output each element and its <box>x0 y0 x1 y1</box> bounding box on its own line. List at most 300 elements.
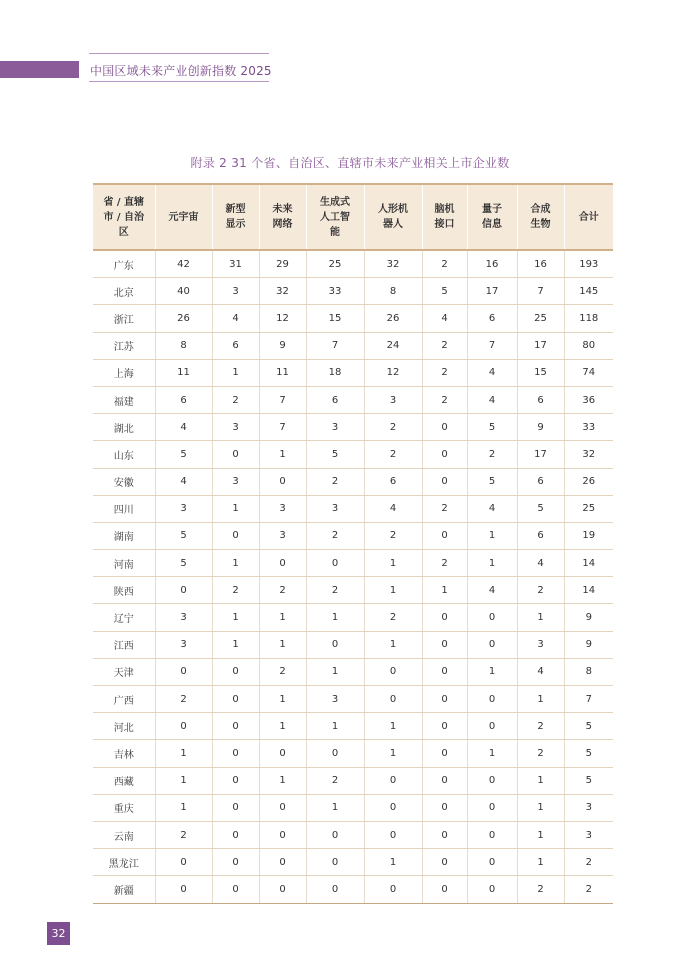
region-cell: 河南 <box>93 550 155 577</box>
value-cell: 0 <box>422 876 467 903</box>
value-cell: 2 <box>517 740 564 767</box>
table-row <box>93 522 613 549</box>
value-cell: 0 <box>467 876 517 903</box>
value-cell: 0 <box>212 441 259 468</box>
value-cell: 36 <box>564 386 613 413</box>
value-cell: 118 <box>564 305 613 332</box>
region-cell: 西藏 <box>93 767 155 794</box>
table-row <box>93 550 613 577</box>
value-cell: 0 <box>212 713 259 740</box>
value-cell: 6 <box>364 468 422 495</box>
value-cell: 1 <box>155 740 212 767</box>
value-cell: 5 <box>564 767 613 794</box>
value-cell: 1 <box>259 441 306 468</box>
value-cell: 0 <box>259 550 306 577</box>
region-cell: 河北 <box>93 713 155 740</box>
value-cell: 0 <box>212 767 259 794</box>
column-header-line: 元宇宙 <box>168 211 199 223</box>
value-cell: 0 <box>259 794 306 821</box>
value-cell: 3 <box>259 522 306 549</box>
value-cell: 0 <box>467 604 517 631</box>
value-cell: 0 <box>422 604 467 631</box>
value-cell: 2 <box>212 386 259 413</box>
value-cell: 3 <box>155 604 212 631</box>
region-cell: 福建 <box>93 386 155 413</box>
value-cell: 1 <box>212 604 259 631</box>
region-cell: 上海 <box>93 359 155 386</box>
value-cell: 1 <box>306 658 364 685</box>
table-caption: 附录 2 31 个省、自治区、直辖市未来产业相关上市企业数 <box>190 156 510 170</box>
header-accent-bar <box>0 61 79 78</box>
value-cell: 14 <box>564 550 613 577</box>
column-header-line: 接口 <box>434 219 455 230</box>
value-cell: 0 <box>467 849 517 876</box>
value-cell: 1 <box>517 604 564 631</box>
value-cell: 0 <box>259 740 306 767</box>
value-cell: 6 <box>212 332 259 359</box>
value-cell: 29 <box>259 250 306 278</box>
value-cell: 2 <box>517 713 564 740</box>
value-cell: 0 <box>155 713 212 740</box>
value-cell: 1 <box>212 495 259 522</box>
value-cell: 32 <box>564 441 613 468</box>
value-cell: 2 <box>306 577 364 604</box>
table-row <box>93 414 613 441</box>
value-cell: 7 <box>517 278 564 305</box>
value-cell: 0 <box>422 767 467 794</box>
value-cell: 1 <box>364 740 422 767</box>
column-header <box>422 184 467 250</box>
header-rule-bottom <box>89 81 269 82</box>
value-cell: 0 <box>212 876 259 903</box>
value-cell: 7 <box>306 332 364 359</box>
value-cell: 5 <box>306 441 364 468</box>
column-header-line: 合成 <box>530 204 551 215</box>
value-cell: 0 <box>212 740 259 767</box>
value-cell: 33 <box>306 278 364 305</box>
value-cell: 1 <box>364 577 422 604</box>
value-cell: 1 <box>212 359 259 386</box>
value-cell: 2 <box>467 441 517 468</box>
value-cell: 0 <box>155 577 212 604</box>
value-cell: 2 <box>306 468 364 495</box>
value-cell: 6 <box>517 386 564 413</box>
running-header-title: 中国区域未来产业创新指数 2025 <box>90 64 272 78</box>
region-cell: 山东 <box>93 441 155 468</box>
value-cell: 1 <box>364 849 422 876</box>
value-cell: 2 <box>422 550 467 577</box>
value-cell: 1 <box>364 713 422 740</box>
value-cell: 0 <box>422 686 467 713</box>
column-header-line: 未来 <box>272 204 293 215</box>
value-cell: 1 <box>364 550 422 577</box>
table-row <box>93 713 613 740</box>
value-cell: 2 <box>422 495 467 522</box>
value-cell: 5 <box>467 414 517 441</box>
region-cell: 辽宁 <box>93 604 155 631</box>
value-cell: 14 <box>564 577 613 604</box>
value-cell: 0 <box>422 740 467 767</box>
column-header <box>212 184 259 250</box>
value-cell: 2 <box>364 441 422 468</box>
value-cell: 4 <box>467 495 517 522</box>
value-cell: 0 <box>467 794 517 821</box>
header-rule-top <box>89 53 269 54</box>
value-cell: 3 <box>364 386 422 413</box>
value-cell: 3 <box>212 278 259 305</box>
value-cell: 3 <box>517 631 564 658</box>
table-row <box>93 305 613 332</box>
region-cell: 陕西 <box>93 577 155 604</box>
table-row <box>93 441 613 468</box>
table-row <box>93 468 613 495</box>
column-header-line: 区 <box>118 226 129 238</box>
value-cell: 6 <box>467 305 517 332</box>
value-cell: 1 <box>259 686 306 713</box>
value-cell: 0 <box>155 849 212 876</box>
value-cell: 5 <box>564 740 613 767</box>
page-number: 32 <box>47 922 70 945</box>
value-cell: 17 <box>467 278 517 305</box>
value-cell: 0 <box>467 686 517 713</box>
value-cell: 0 <box>212 686 259 713</box>
value-cell: 9 <box>564 604 613 631</box>
region-cell: 江苏 <box>93 332 155 359</box>
value-cell: 24 <box>364 332 422 359</box>
region-cell: 黑龙江 <box>93 849 155 876</box>
value-cell: 0 <box>306 876 364 903</box>
value-cell: 2 <box>364 604 422 631</box>
value-cell: 2 <box>517 876 564 903</box>
table-row <box>93 631 613 658</box>
value-cell: 0 <box>422 794 467 821</box>
value-cell: 0 <box>422 658 467 685</box>
value-cell: 12 <box>364 359 422 386</box>
table-row <box>93 250 613 278</box>
value-cell: 0 <box>422 522 467 549</box>
value-cell: 4 <box>517 658 564 685</box>
value-cell: 0 <box>467 821 517 848</box>
value-cell: 16 <box>517 250 564 278</box>
column-header <box>364 184 422 250</box>
table-row <box>93 658 613 685</box>
value-cell: 0 <box>212 658 259 685</box>
table-row <box>93 821 613 848</box>
value-cell: 2 <box>259 577 306 604</box>
value-cell: 3 <box>564 821 613 848</box>
table-row <box>93 767 613 794</box>
value-cell: 4 <box>467 386 517 413</box>
region-cell: 安徽 <box>93 468 155 495</box>
value-cell: 19 <box>564 522 613 549</box>
value-cell: 12 <box>259 305 306 332</box>
value-cell: 0 <box>259 876 306 903</box>
value-cell: 4 <box>155 414 212 441</box>
column-header-line: 器人 <box>383 219 403 230</box>
value-cell: 8 <box>155 332 212 359</box>
value-cell: 3 <box>212 468 259 495</box>
value-cell: 26 <box>155 305 212 332</box>
value-cell: 0 <box>259 849 306 876</box>
value-cell: 1 <box>259 604 306 631</box>
value-cell: 40 <box>155 278 212 305</box>
column-header-line: 人工智 <box>320 211 350 223</box>
column-header-line: 人形机 <box>378 204 408 215</box>
value-cell: 1 <box>517 686 564 713</box>
value-cell: 2 <box>155 821 212 848</box>
column-header <box>155 184 212 250</box>
value-cell: 15 <box>517 359 564 386</box>
value-cell: 2 <box>422 332 467 359</box>
value-cell: 0 <box>422 468 467 495</box>
value-cell: 0 <box>306 550 364 577</box>
value-cell: 2 <box>564 876 613 903</box>
value-cell: 2 <box>306 767 364 794</box>
value-cell: 3 <box>306 414 364 441</box>
value-cell: 2 <box>422 359 467 386</box>
value-cell: 3 <box>306 686 364 713</box>
value-cell: 0 <box>306 631 364 658</box>
column-header <box>93 184 155 250</box>
value-cell: 9 <box>259 332 306 359</box>
region-cell: 江西 <box>93 631 155 658</box>
value-cell: 1 <box>517 767 564 794</box>
column-header-line: 显示 <box>225 219 246 230</box>
value-cell: 3 <box>564 794 613 821</box>
column-header-line: 能 <box>330 226 340 238</box>
column-header-line: 生成式 <box>320 196 350 208</box>
value-cell: 2 <box>155 686 212 713</box>
value-cell: 25 <box>517 305 564 332</box>
value-cell: 1 <box>259 631 306 658</box>
value-cell: 1 <box>306 713 364 740</box>
value-cell: 2 <box>259 658 306 685</box>
region-cell: 新疆 <box>93 876 155 903</box>
value-cell: 2 <box>564 849 613 876</box>
value-cell: 9 <box>564 631 613 658</box>
column-header-line: 省 / 直辖 <box>103 196 145 208</box>
value-cell: 3 <box>212 414 259 441</box>
value-cell: 0 <box>212 821 259 848</box>
value-cell: 5 <box>517 495 564 522</box>
value-cell: 193 <box>564 250 613 278</box>
value-cell: 2 <box>517 577 564 604</box>
listed-companies-table <box>93 183 613 904</box>
value-cell: 0 <box>467 713 517 740</box>
value-cell: 1 <box>467 740 517 767</box>
column-header-line: 市 / 自治 <box>103 211 145 223</box>
value-cell: 0 <box>467 767 517 794</box>
value-cell: 7 <box>259 386 306 413</box>
value-cell: 18 <box>306 359 364 386</box>
value-cell: 6 <box>306 386 364 413</box>
value-cell: 1 <box>259 767 306 794</box>
value-cell: 0 <box>364 658 422 685</box>
value-cell: 0 <box>306 740 364 767</box>
region-cell: 北京 <box>93 278 155 305</box>
value-cell: 4 <box>155 468 212 495</box>
value-cell: 1 <box>364 631 422 658</box>
value-cell: 2 <box>306 522 364 549</box>
column-header-line: 新型 <box>225 204 246 215</box>
value-cell: 1 <box>212 631 259 658</box>
value-cell: 1 <box>212 550 259 577</box>
value-cell: 0 <box>422 441 467 468</box>
value-cell: 4 <box>467 577 517 604</box>
value-cell: 1 <box>422 577 467 604</box>
value-cell: 8 <box>364 278 422 305</box>
value-cell: 4 <box>212 305 259 332</box>
value-cell: 0 <box>155 876 212 903</box>
value-cell: 0 <box>422 713 467 740</box>
column-header <box>564 184 613 250</box>
value-cell: 0 <box>364 686 422 713</box>
value-cell: 5 <box>155 441 212 468</box>
column-header <box>467 184 517 250</box>
column-header-line: 量子 <box>482 204 502 215</box>
column-header <box>517 184 564 250</box>
region-cell: 重庆 <box>93 794 155 821</box>
table-row <box>93 332 613 359</box>
value-cell: 0 <box>212 849 259 876</box>
table-row <box>93 740 613 767</box>
region-cell: 湖北 <box>93 414 155 441</box>
value-cell: 1 <box>306 794 364 821</box>
value-cell: 0 <box>259 468 306 495</box>
value-cell: 26 <box>564 468 613 495</box>
value-cell: 0 <box>364 821 422 848</box>
value-cell: 6 <box>517 522 564 549</box>
value-cell: 1 <box>467 550 517 577</box>
table-row <box>93 278 613 305</box>
value-cell: 1 <box>259 713 306 740</box>
column-header-line: 网络 <box>272 219 293 230</box>
value-cell: 5 <box>422 278 467 305</box>
value-cell: 5 <box>467 468 517 495</box>
value-cell: 17 <box>517 332 564 359</box>
value-cell: 32 <box>364 250 422 278</box>
region-cell: 吉林 <box>93 740 155 767</box>
value-cell: 0 <box>306 821 364 848</box>
value-cell: 11 <box>259 359 306 386</box>
table-row <box>93 386 613 413</box>
value-cell: 2 <box>364 522 422 549</box>
value-cell: 0 <box>422 631 467 658</box>
value-cell: 0 <box>155 658 212 685</box>
value-cell: 0 <box>364 876 422 903</box>
table-row <box>93 849 613 876</box>
value-cell: 1 <box>517 794 564 821</box>
value-cell: 7 <box>467 332 517 359</box>
value-cell: 1 <box>306 604 364 631</box>
value-cell: 25 <box>306 250 364 278</box>
value-cell: 16 <box>467 250 517 278</box>
value-cell: 4 <box>467 359 517 386</box>
value-cell: 0 <box>259 821 306 848</box>
value-cell: 6 <box>155 386 212 413</box>
region-cell: 浙江 <box>93 305 155 332</box>
value-cell: 1 <box>467 658 517 685</box>
value-cell: 5 <box>155 522 212 549</box>
value-cell: 2 <box>212 577 259 604</box>
region-cell: 天津 <box>93 658 155 685</box>
value-cell: 80 <box>564 332 613 359</box>
value-cell: 1 <box>517 849 564 876</box>
value-cell: 0 <box>212 794 259 821</box>
value-cell: 0 <box>212 522 259 549</box>
column-header-line: 信息 <box>482 219 502 230</box>
column-header <box>259 184 306 250</box>
region-cell: 广东 <box>93 250 155 278</box>
value-cell: 5 <box>155 550 212 577</box>
value-cell: 4 <box>364 495 422 522</box>
value-cell: 1 <box>467 522 517 549</box>
value-cell: 0 <box>422 821 467 848</box>
value-cell: 1 <box>155 794 212 821</box>
value-cell: 32 <box>259 278 306 305</box>
value-cell: 0 <box>422 414 467 441</box>
value-cell: 9 <box>517 414 564 441</box>
value-cell: 11 <box>155 359 212 386</box>
table-row <box>93 686 613 713</box>
column-header-line: 脑机 <box>434 204 455 215</box>
value-cell: 2 <box>422 386 467 413</box>
value-cell: 74 <box>564 359 613 386</box>
table-row <box>93 577 613 604</box>
value-cell: 4 <box>517 550 564 577</box>
value-cell: 0 <box>306 849 364 876</box>
value-cell: 1 <box>517 821 564 848</box>
value-cell: 7 <box>564 686 613 713</box>
value-cell: 25 <box>564 495 613 522</box>
table-row <box>93 495 613 522</box>
value-cell: 0 <box>422 849 467 876</box>
value-cell: 31 <box>212 250 259 278</box>
region-cell: 云南 <box>93 821 155 848</box>
table-row <box>93 359 613 386</box>
value-cell: 145 <box>564 278 613 305</box>
value-cell: 17 <box>517 441 564 468</box>
column-header <box>306 184 364 250</box>
value-cell: 0 <box>364 767 422 794</box>
value-cell: 33 <box>564 414 613 441</box>
table-row <box>93 876 613 903</box>
value-cell: 2 <box>422 250 467 278</box>
value-cell: 0 <box>364 794 422 821</box>
region-cell: 湖南 <box>93 522 155 549</box>
value-cell: 6 <box>517 468 564 495</box>
value-cell: 3 <box>306 495 364 522</box>
value-cell: 3 <box>155 631 212 658</box>
region-cell: 四川 <box>93 495 155 522</box>
table-body <box>93 250 613 903</box>
value-cell: 2 <box>364 414 422 441</box>
table-row <box>93 604 613 631</box>
value-cell: 1 <box>155 767 212 794</box>
value-cell: 3 <box>259 495 306 522</box>
column-header-line: 合计 <box>578 211 599 223</box>
region-cell: 广西 <box>93 686 155 713</box>
table-header-row <box>93 184 613 250</box>
value-cell: 3 <box>155 495 212 522</box>
value-cell: 4 <box>422 305 467 332</box>
value-cell: 15 <box>306 305 364 332</box>
value-cell: 26 <box>364 305 422 332</box>
value-cell: 42 <box>155 250 212 278</box>
table-row <box>93 794 613 821</box>
value-cell: 5 <box>564 713 613 740</box>
column-header-line: 生物 <box>530 219 551 230</box>
